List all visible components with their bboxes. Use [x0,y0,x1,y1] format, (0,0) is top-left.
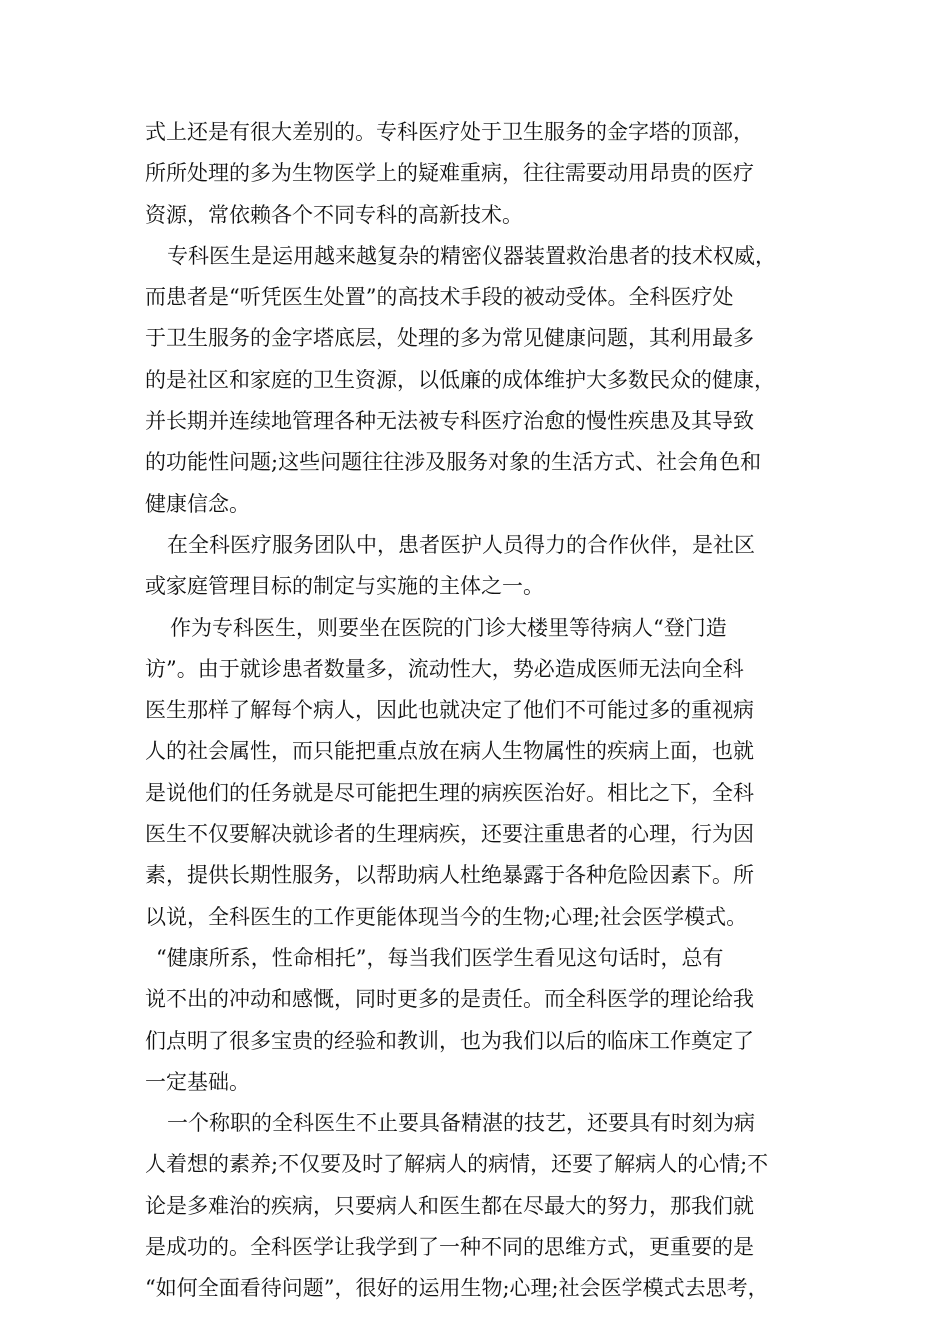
paragraph-first-line: 在全科医疗服务团队中，患者医护人员得力的合作伙伴，是社区 [167,532,755,557]
text-line: 是说他们的任务就是尽可能把生理的病疾医治好。相比之下，全科 [145,780,754,805]
text-line: 医生不仅要解决就诊者的生理病疾，还要注重患者的心理，行为因 [145,822,754,847]
text-line: 于卫生服务的金字塔底层，处理的多为常见健康问题，其利用最多 [145,326,754,351]
text-line: 健康信念。 [145,491,250,516]
paragraph-first-line: 一个称职的全科医生不止要具备精湛的技艺，还要具有时刻为病 [167,1111,755,1136]
paragraph-first-line: “健康所系，性命相托”，每当我们医学生看见这句话时，总有 [156,945,724,970]
text-line: 一定基础。 [145,1069,250,1094]
text-line: 式上还是有很大差别的。专科医疗处于卫生服务的金字塔的顶部， [145,120,754,144]
text-line: 是成功的。全科医学让我学到了一种不同的思维方式，更重要的是 [145,1235,754,1260]
text-line: 论是多难治的疾病，只要病人和医生都在尽最大的努力，那我们就 [145,1193,754,1218]
text-line: 资源，常依赖各个不同专科的高新技术。 [145,202,523,227]
text-line: 说不出的冲动和感慨，同时更多的是责任。而全科医学的理论给我 [145,987,754,1012]
document-body [145,112,815,1310]
paragraph-first-line: 作为专科医生，则要坐在医院的门诊大楼里等待病人“登门造 [170,615,727,640]
text-line: 并长期并连续地管理各种无法被专科医疗治愈的慢性疾患及其导致 [145,409,754,434]
text-line: 人着想的素养;不仅要及时了解病人的病情，还要了解病人的心情;不 [145,1152,769,1177]
text-line: 们点明了很多宝贵的经验和教训，也为我们以后的临床工作奠定了 [145,1028,754,1053]
text-line: 医生那样了解每个病人，因此也就决定了他们不可能过多的重视病 [145,698,754,723]
text-line: 访”。由于就诊患者数量多，流动性大，势必造成医师无法向全科 [145,656,744,681]
paragraph-first-line: 专科医生是运用越来越复杂的精密仪器装置救治患者的技术权威， [167,243,776,268]
text-line: “如何全面看待问题”，很好的运用生物;心理;社会医学模式去思考， [145,1276,769,1301]
text-line: 以说，全科医生的工作更能体现当今的生物;心理;社会医学模式。 [145,904,748,929]
text-line: 所所处理的多为生物医学上的疑难重病，往往需要动用昂贵的医疗 [145,161,754,186]
text-line: 的是社区和家庭的卫生资源，以低廉的成体维护大多数民众的健康， [145,367,775,392]
text-line: 人的社会属性，而只能把重点放在病人生物属性的疾病上面，也就 [145,739,754,764]
text-line: 或家庭管理目标的制定与实施的主体之一。 [145,574,544,599]
text-line: 而患者是“听凭医生处置”的高技术手段的被动受体。全科医疗处 [145,285,734,310]
text-line: 素，提供长期性服务，以帮助病人杜绝暴露于各种危险因素下。所 [145,863,754,888]
text-line: 的功能性问题;这些问题往往涉及服务对象的生活方式、社会角色和 [145,450,762,475]
